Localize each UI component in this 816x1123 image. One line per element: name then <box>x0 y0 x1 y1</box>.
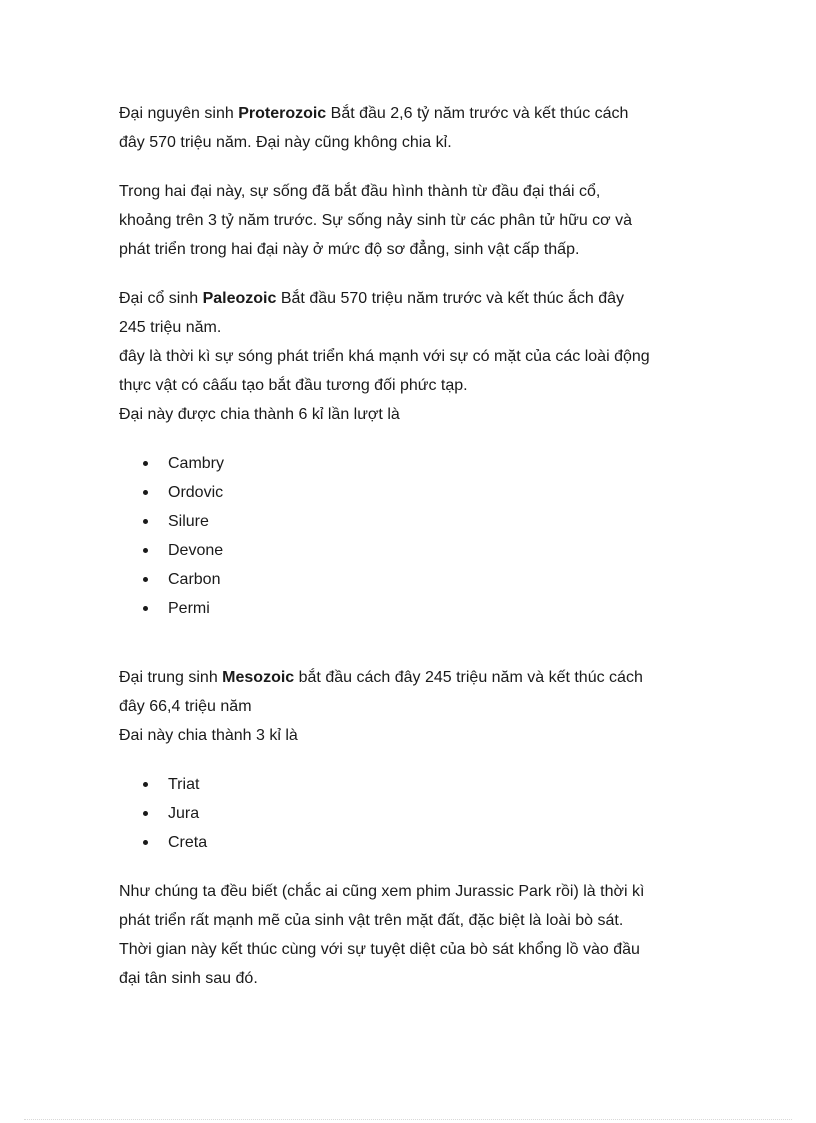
origin-of-life-paragraph <box>119 177 709 264</box>
origin-line3: phát triển trong hai đại này ở mức độ sơ đẳng, sinh vật cấp thấp. <box>119 241 580 258</box>
paleozoic-periods-list <box>119 449 709 623</box>
period-name: Ordovic <box>168 484 224 501</box>
period-name: Silure <box>168 513 209 530</box>
paleozoic-line4: thực vật có câấu tạo bắt đầu tương đối phức tạp. <box>119 377 468 394</box>
list-item <box>140 594 709 623</box>
bullet-icon <box>143 606 148 611</box>
period-name: Jura <box>168 805 200 822</box>
paleozoic-line2: 245 triệu năm. <box>119 319 222 336</box>
bullet-icon <box>143 782 148 787</box>
list-item <box>140 507 709 536</box>
mesozoic-line2: đây 66,4 triệu năm <box>119 698 252 715</box>
mesozoic-paragraph <box>119 663 709 750</box>
jurassic-paragraph <box>119 877 709 993</box>
period-name: Cambry <box>168 455 225 472</box>
mesozoic-pre: Đại trung sinh <box>119 669 223 686</box>
list-item <box>140 828 709 857</box>
bullet-icon <box>143 519 148 524</box>
proterozoic-pre: Đại nguyên sinh <box>119 105 239 122</box>
mesozoic-line3: Đai này chia thành 3 kỉ là <box>119 727 298 744</box>
mesozoic-line1: bắt đầu cách đây 245 triệu năm và kết thúc cách <box>294 669 643 686</box>
mesozoic-periods-list <box>119 770 709 857</box>
origin-line1: Trong hai đại này, sự sống đã bắt đầu hình thành từ đầu đại thái cổ, <box>119 183 601 200</box>
period-name: Creta <box>168 834 208 851</box>
bullet-icon <box>143 548 148 553</box>
paleozoic-line1: Bắt đầu 570 triệu năm trước và kết thúc ắch đây <box>276 290 625 307</box>
list-item <box>140 449 709 478</box>
proterozoic-paragraph <box>119 99 709 157</box>
list-item <box>140 799 709 828</box>
jurassic-line4: đại tân sinh sau đó. <box>119 970 258 987</box>
jurassic-line3: Thời gian này kết thúc cùng với sự tuyệt diệt của bò sát khổng lồ vào đầu <box>119 941 640 958</box>
bullet-icon <box>143 840 148 845</box>
period-name: Devone <box>168 542 224 559</box>
page-bottom-divider <box>24 1119 792 1120</box>
mesozoic-term: Mesozoic <box>222 669 295 686</box>
period-name: Permi <box>168 600 210 617</box>
list-item <box>140 536 709 565</box>
paleozoic-pre: Đại cổ sinh <box>119 290 203 307</box>
paleozoic-term: Paleozoic <box>202 290 277 307</box>
period-name: Triat <box>168 776 200 793</box>
document-body <box>119 99 709 993</box>
paleozoic-line5: Đại này được chia thành 6 kỉ lần lượt là <box>119 406 400 423</box>
jurassic-line2: phát triển rất mạnh mẽ của sinh vật trên mặt đất, đặc biệt là loài bò sát. <box>119 912 624 929</box>
period-name: Carbon <box>168 571 221 588</box>
origin-line2: khoảng trên 3 tỷ năm trước. Sự sống nảy sinh từ các phân tử hữu cơ và <box>119 212 633 229</box>
paleozoic-paragraph <box>119 284 709 429</box>
jurassic-line1: Như chúng ta đều biết (chắc ai cũng xem phim Jurassic Park rồi) là thời kì <box>119 883 645 900</box>
proterozoic-term: Proterozoic <box>238 105 327 122</box>
proterozoic-line1: Bắt đầu 2,6 tỷ năm trước và kết thúc cách <box>326 105 629 122</box>
list-item <box>140 770 709 799</box>
list-item <box>140 478 709 507</box>
bullet-icon <box>143 461 148 466</box>
proterozoic-line2: đây 570 triệu năm. Đại này cũng không chia kỉ. <box>119 134 452 151</box>
bullet-icon <box>143 490 148 495</box>
bullet-icon <box>143 811 148 816</box>
paleozoic-line3: đây là thời kì sự sóng phát triển khá mạnh với sự có mặt của các loài động <box>119 348 650 365</box>
list-item <box>140 565 709 594</box>
bullet-icon <box>143 577 148 582</box>
